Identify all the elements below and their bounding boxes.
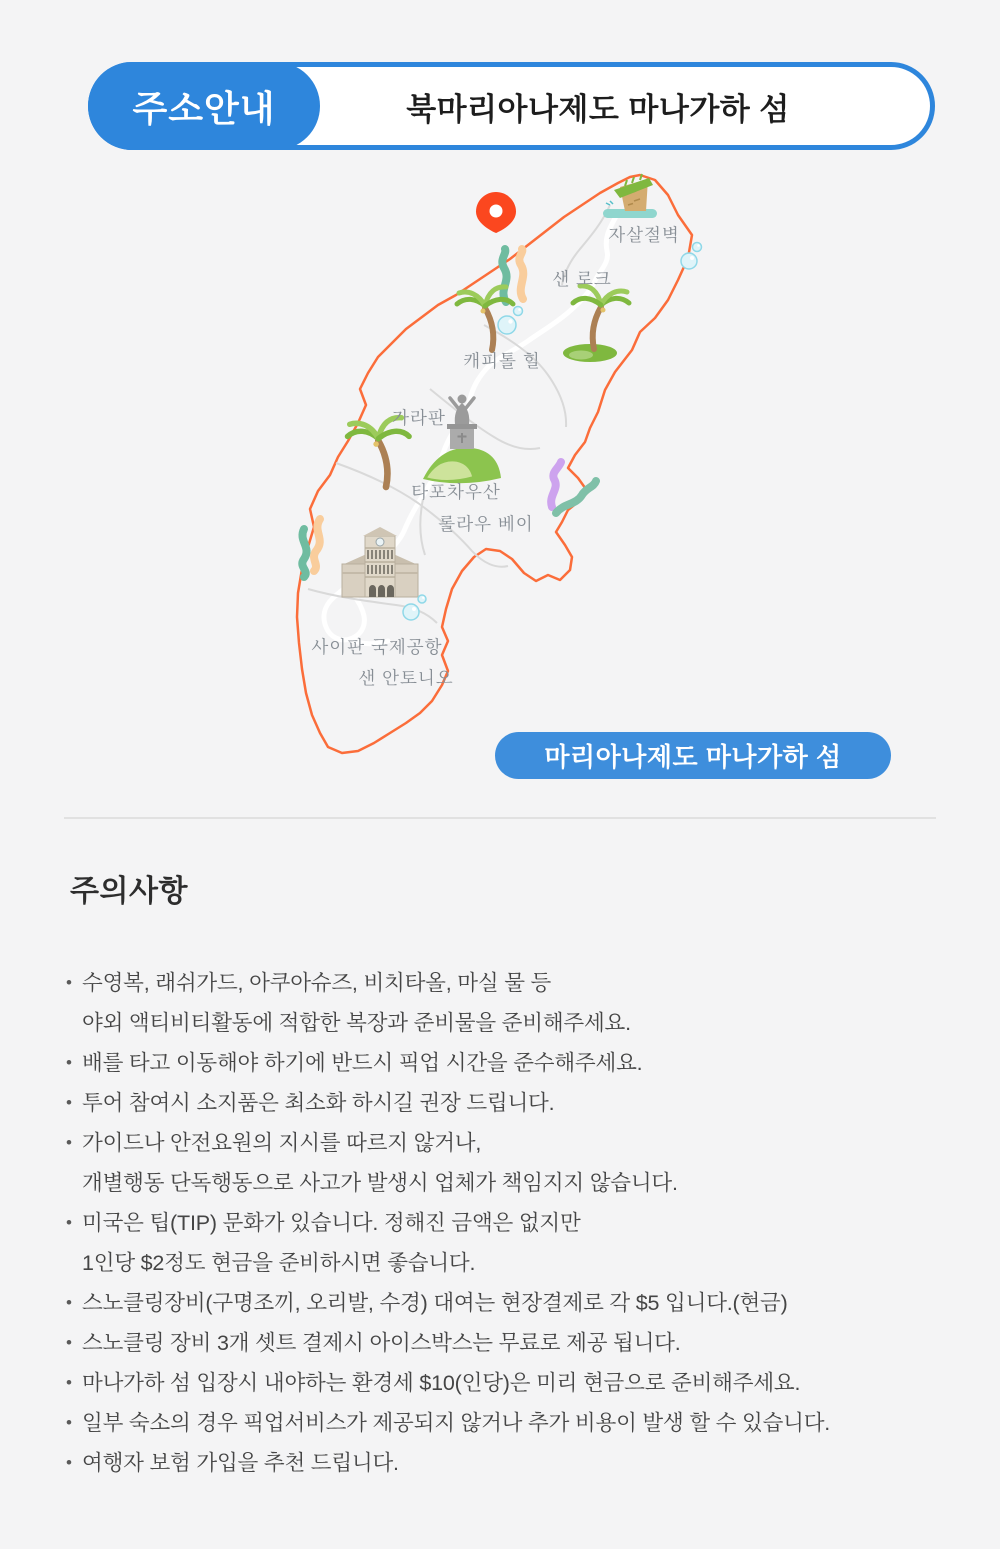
map-label-saipan-airport: 사이판 국제공항 — [311, 637, 443, 657]
address-header — [88, 62, 935, 150]
notice-item — [66, 1443, 950, 1483]
notice-heading: 주의사항 — [70, 875, 188, 908]
notice-item — [66, 1043, 950, 1083]
section-divider — [64, 817, 936, 819]
notice-item — [66, 1323, 950, 1363]
seaweed-icon — [551, 462, 596, 513]
notice-line: 투어 참여시 소지품은 최소화 하시길 권장 드립니다. — [82, 1091, 555, 1115]
cliff-icon — [603, 174, 657, 218]
bullet-icon: • — [66, 973, 72, 992]
bubbles-icon — [403, 595, 426, 620]
map-label-garapan: 가라판 — [392, 408, 446, 428]
island-name-badge: 마리아나제도 마나가하 섬 — [495, 732, 891, 779]
notice-line: 미국은 팁(TIP) 문화가 있습니다. 정해진 금액은 없지만 — [82, 1211, 581, 1235]
map-label-suicide-cliff: 자살절벽 — [608, 225, 680, 245]
bullet-icon: • — [66, 1453, 72, 1472]
notice-line: 가이드나 안전요원의 지시를 따르지 않거나, — [82, 1131, 482, 1155]
notice-item — [66, 1123, 950, 1203]
notice-line: 배를 타고 이동해야 하기에 반드시 픽업 시간을 준수해주세요. — [82, 1051, 643, 1075]
notice-item — [66, 1283, 950, 1323]
seaweed-icon — [302, 519, 320, 577]
church-icon — [342, 527, 418, 597]
bullet-icon: • — [66, 1293, 72, 1312]
address-badge — [88, 62, 320, 150]
notice-item — [66, 1363, 950, 1403]
notice-list — [66, 963, 950, 1483]
notice-line: 개별행동 단독행동으로 사고가 발생시 업체가 책임지지 않습니다. — [82, 1171, 678, 1195]
bullet-icon: • — [66, 1333, 72, 1352]
map-label-san-roque: 샌 로크 — [552, 269, 612, 289]
bullet-icon: • — [66, 1133, 72, 1152]
notice-item — [66, 963, 950, 1043]
bullet-icon: • — [66, 1373, 72, 1392]
notice-line: 마나가하 섬 입장시 내야하는 환경세 $10(인당)은 미리 현금으로 준비해주세요. — [82, 1371, 801, 1395]
map-label-capitol-hill: 캐피톨 힐 — [463, 351, 541, 371]
notice-section — [66, 866, 950, 1483]
notice-line: 1인당 $2정도 현금을 준비하시면 좋습니다. — [82, 1251, 476, 1275]
bullet-icon: • — [66, 1093, 72, 1112]
bullet-icon: • — [66, 1053, 72, 1072]
notice-line: 여행자 보험 가입을 추천 드립니다. — [82, 1451, 399, 1475]
location-pin-icon — [476, 192, 516, 233]
notice-line: 스노클링장비(구명조끼, 오리발, 수경) 대여는 현장결제로 각 $5 입니다.(현금) — [82, 1291, 788, 1315]
notice-line: 수영복, 래쉬가드, 아쿠아슈즈, 비치타올, 마실 물 등 — [82, 971, 552, 995]
map-label-san-antonio: 샌 안토니오 — [358, 668, 454, 688]
notice-line: 스노클링 장비 3개 셋트 결제시 아이스박스는 무료로 제공 됩니다. — [82, 1331, 681, 1355]
bullet-icon: • — [66, 1413, 72, 1432]
map-label-laulau-bay: 롤라우 베이 — [438, 514, 534, 534]
island-map — [0, 165, 1000, 810]
page-title: 북마리아나제도 마나가하 섬 — [406, 91, 790, 127]
notice-line: 일부 숙소의 경우 픽업서비스가 제공되지 않거나 추가 비용이 발생 할 수 있습니다. — [82, 1411, 831, 1435]
notice-item — [66, 1203, 950, 1283]
island-palm-icon — [563, 286, 629, 362]
address-badge-label: 주소안내 — [132, 87, 276, 129]
bubbles-icon — [498, 307, 523, 335]
notice-item — [66, 1083, 950, 1123]
notice-item — [66, 1403, 950, 1443]
notice-line: 야외 액티비티활동에 적합한 복장과 준비물을 준비해주세요. — [82, 1011, 631, 1035]
island-map-svg — [280, 165, 720, 805]
map-label-mt-tapochau: 타포차우산 — [411, 482, 501, 502]
bullet-icon: • — [66, 1213, 72, 1232]
